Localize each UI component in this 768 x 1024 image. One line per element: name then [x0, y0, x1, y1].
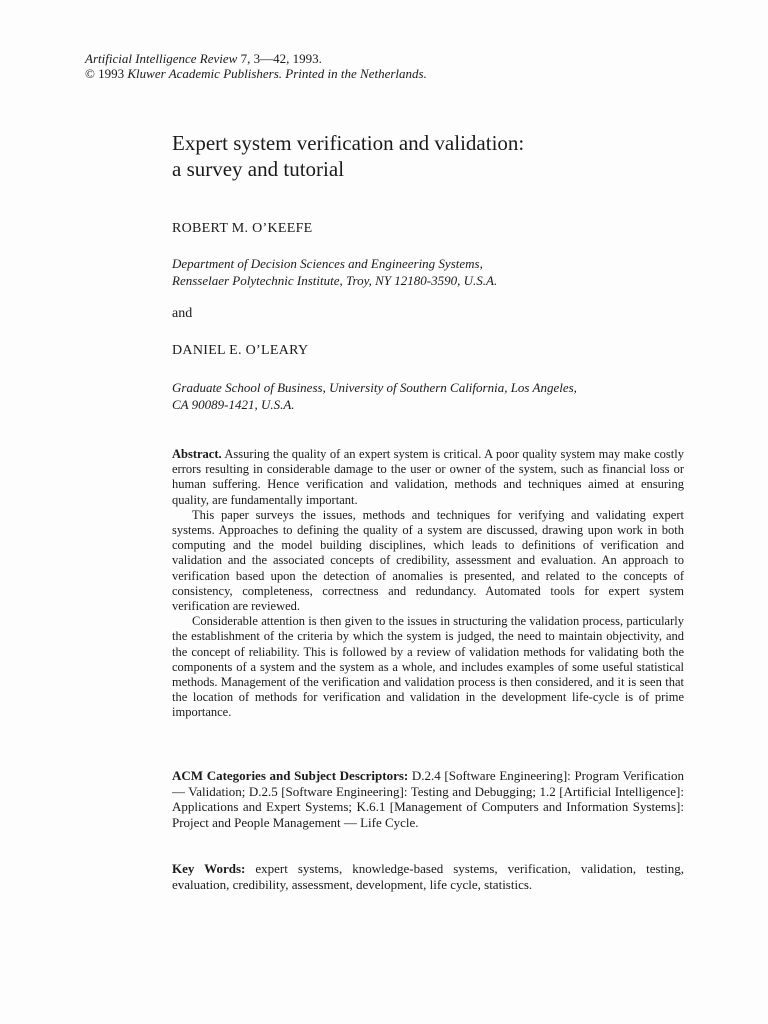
- affiliation-1-line-1: Department of Decision Sciences and Engineering Systems,: [172, 256, 483, 271]
- affiliation-2-line-1: Graduate School of Business, University of Southern California, Los Angeles,: [172, 380, 577, 395]
- title-line-2: a survey and tutorial: [172, 157, 345, 181]
- citation-line: [85, 51, 427, 66]
- author-name-2: DANIEL E. O’LEARY: [172, 343, 309, 358]
- paper-title: [172, 130, 692, 182]
- abstract-paragraph-2: This paper surveys the issues, methods and techniques for verifying and validating expert systems. Approaches to defining the quality of a system are discussed, drawing upon work in both computing and the model building disciplines, which leads to definitions of verification and validation and the associated concepts of credibility, assessment and evaluation. An approach to verification based upon the detection of anomalies is presented, and related to the concepts of consistency, completeness, correctness and redundancy. Automated tools for expert system verification are reviewed.: [172, 507, 684, 614]
- affiliation-2-line-2: CA 90089-1421, U.S.A.: [172, 397, 295, 412]
- abstract-paragraph-1: [172, 447, 684, 508]
- author-affiliation-1: [172, 255, 497, 289]
- abstract-section: [172, 447, 684, 721]
- acm-text: D.2.4 [Software Engineering]: Program Verification — Validation; D.2.5 [Software Engineering]: Testing and Debugging; 1.2 [Artificial Intelligence]: Applications and Expert Systems; K.6.1 [Management of Computers and Information Systems]: Project and People Management — Life Cycle.: [172, 768, 684, 830]
- abstract-text-1: Assuring the quality of an expert system is critical. A poor quality system may make costly errors resulting in considerable damage to the user or owner of the system, such as financial loss or human suffering. Hence verification and validation, methods and techniques aimed at ensuring quality, are fundamentally important.: [172, 447, 684, 507]
- keywords-label: Key Words:: [172, 861, 246, 876]
- journal-name: Artificial Intelligence Review: [85, 51, 238, 66]
- keywords-paragraph: [172, 861, 684, 892]
- acm-label: ACM Categories and Subject Descriptors:: [172, 768, 409, 783]
- keywords-text: expert systems, knowledge-based systems, verification, validation, testing, evaluation, credibility, assessment, development, life cycle, statistics.: [172, 861, 684, 892]
- acm-categories-section: [172, 768, 684, 830]
- abstract-label: Abstract.: [172, 447, 222, 461]
- copyright-line: [85, 66, 427, 81]
- and-separator: and: [172, 306, 193, 321]
- journal-citation: [85, 51, 427, 81]
- title-line-1: Expert system verification and validation:: [172, 131, 525, 155]
- copyright-year: © 1993: [85, 66, 128, 81]
- acm-paragraph: [172, 768, 684, 830]
- author-affiliation-2: [172, 379, 577, 413]
- keywords-section: [172, 861, 684, 892]
- affiliation-1-line-2: Rensselaer Polytechnic Institute, Troy, NY 12180-3590, U.S.A.: [172, 273, 498, 288]
- journal-volume-pages: 7, 3—42, 1993.: [237, 51, 322, 66]
- author-name-1: ROBERT M. O’KEEFE: [172, 221, 313, 236]
- abstract-paragraph-3: Considerable attention is then given to the issues in structuring the validation process, particularly the establishment of the criteria by which the system is judged, the need to maintain objectivity, and the concept of reliability. This is followed by a review of validation methods for validating both the components of a system and the system as a whole, and includes examples of some useful statistical methods. Management of the verification and validation process is then considered, and it is seen that the location of methods for verification and validation in the development life-cycle is of prime importance.: [172, 614, 684, 720]
- publisher-notice: Kluwer Academic Publishers. Printed in the Netherlands.: [127, 66, 427, 81]
